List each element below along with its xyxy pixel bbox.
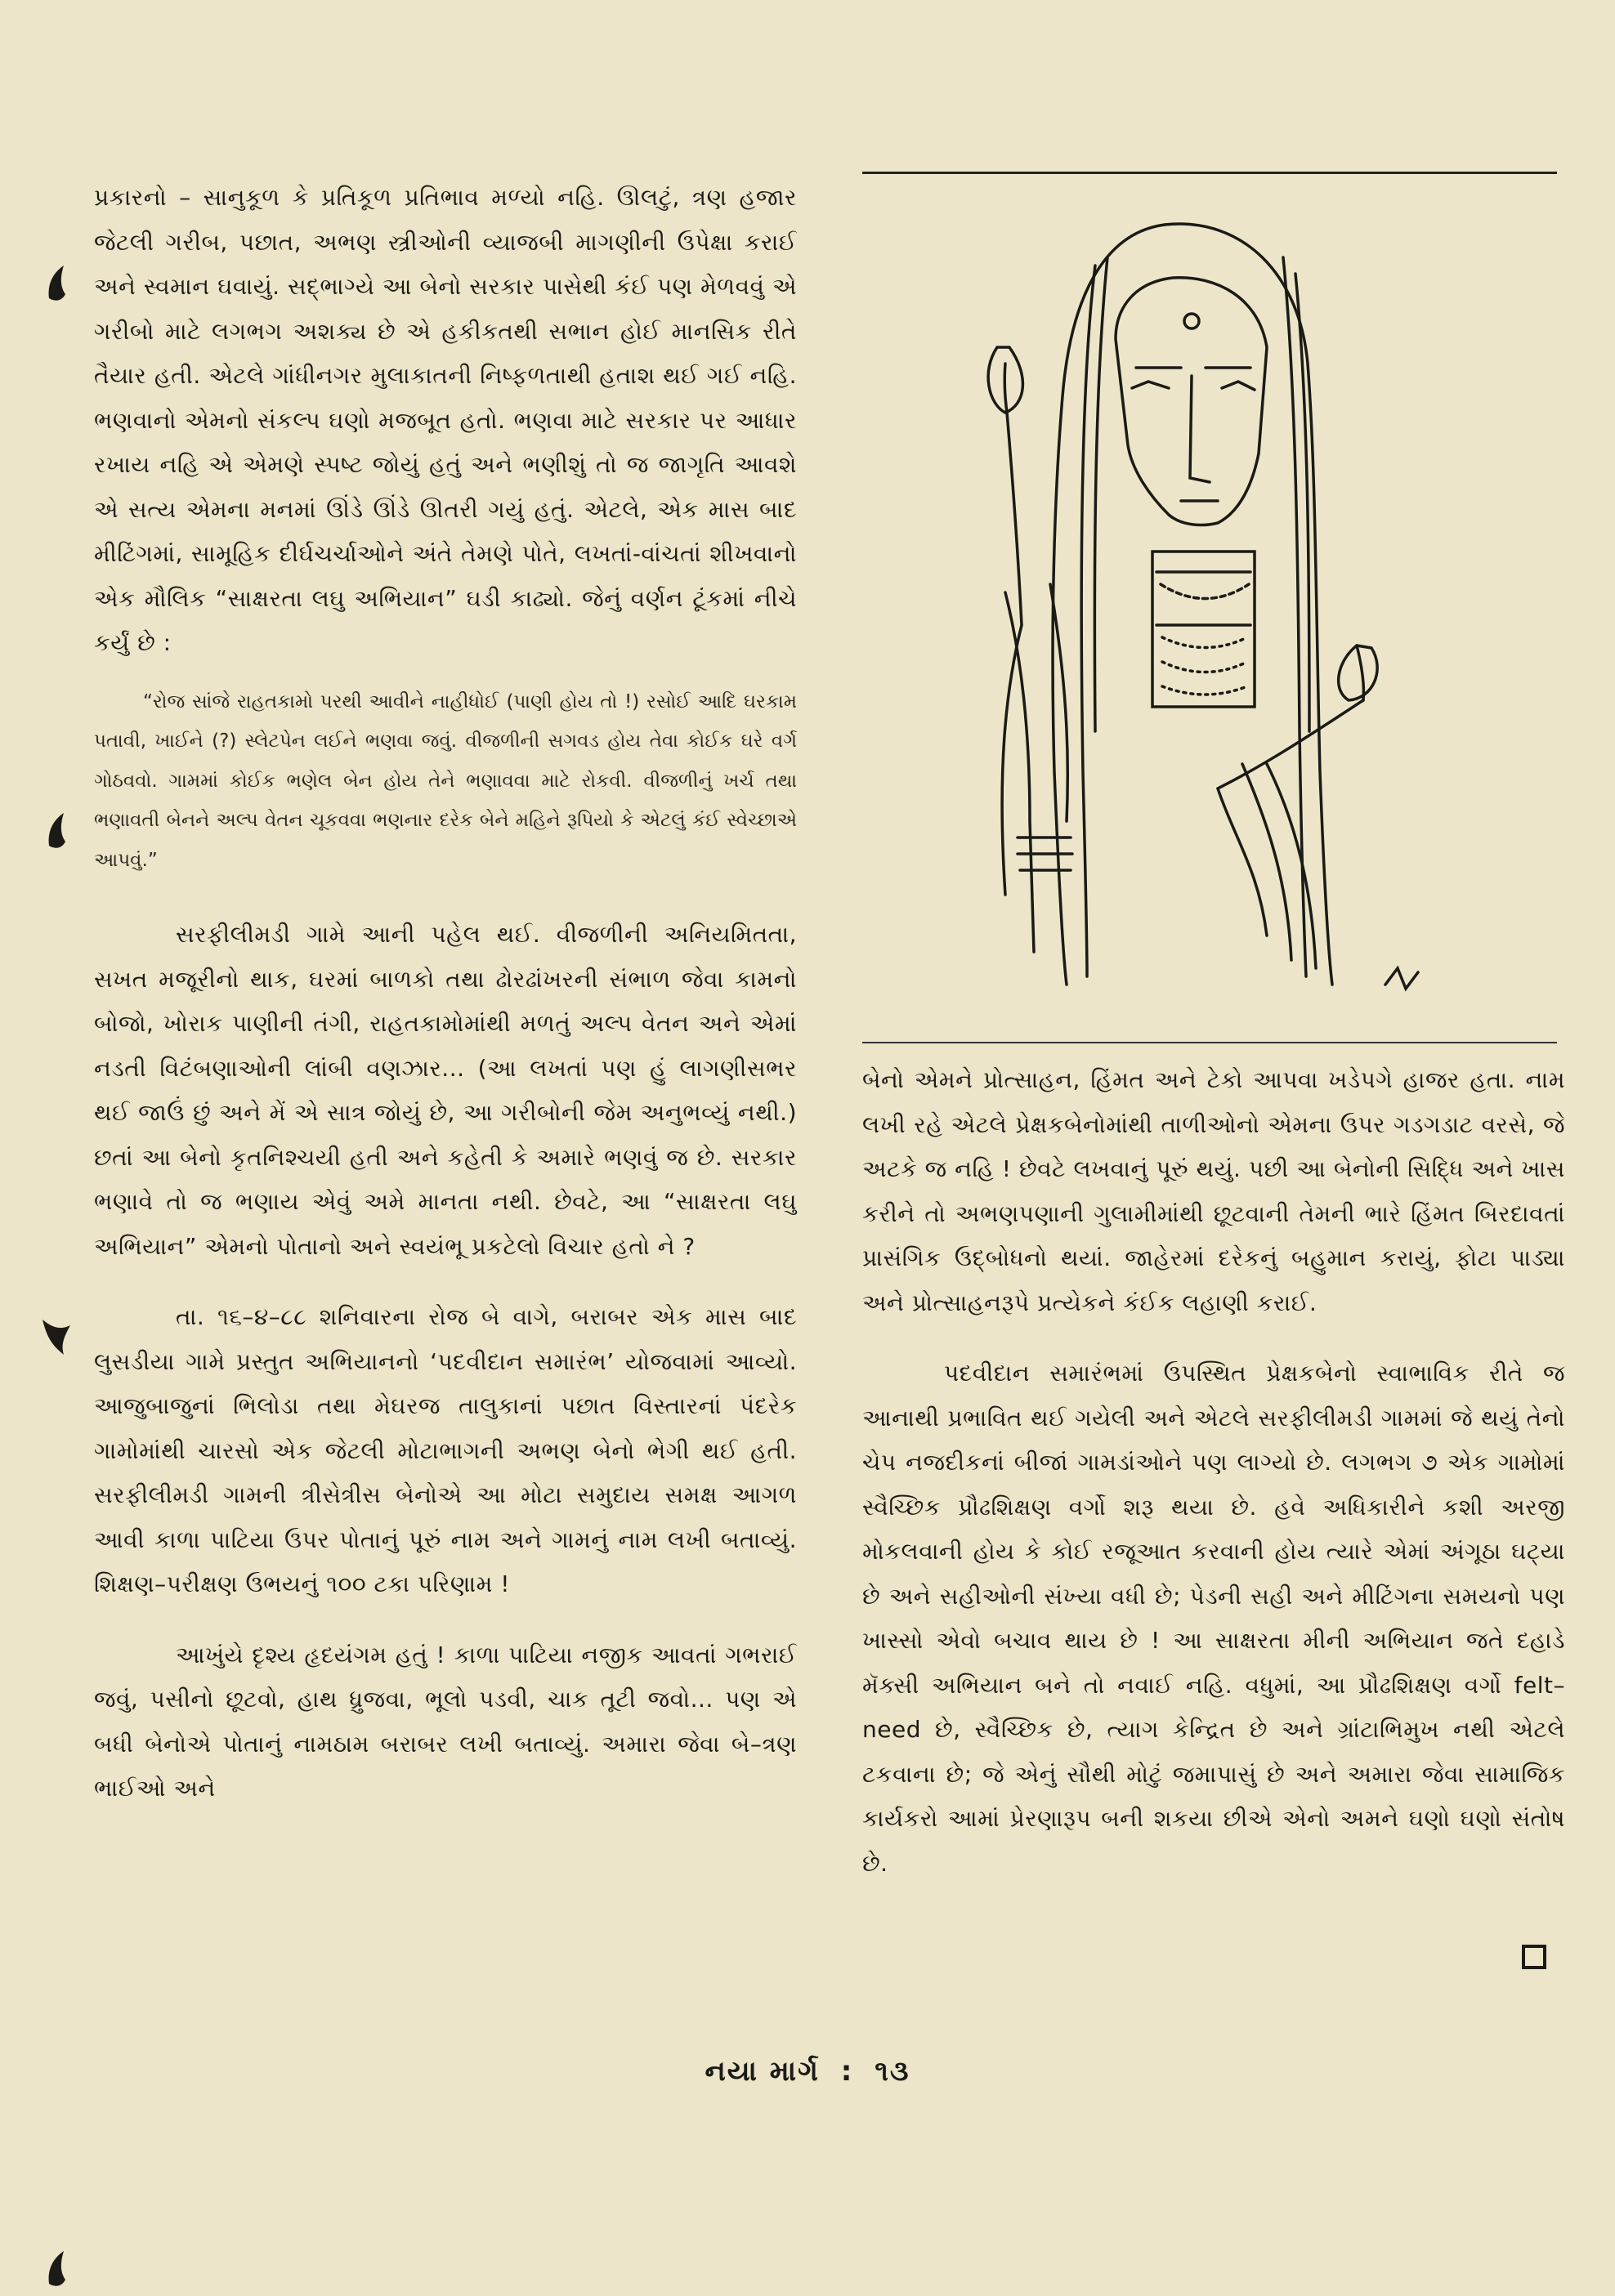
punch-hole-icon [39, 809, 77, 858]
magazine-title: નયા માર્ગ [705, 2055, 820, 2088]
page-number: ૧૩ [875, 2055, 910, 2088]
paragraph-2: સરફીલીમડી ગામે આની પહેલ થઈ. વીજળીની અનિયમિતતા, સખત મજૂરીનો થાક, ઘરમાં બાળકો તથા ઢોરઢાંખરની સંભાળ જેવા કામનો બોજો, ખોરાક પાણીની તંગી, રાહતકામોમાંથી મળતું અલ્પ વેતન અને એમાં નડતી વિટંબણાઓની લાંબી વણઝાર... (આ લખતાં પણ હું લાગણીસભર થઈ જાઉં છું અને મેં એ સાત્ર જોયું છે, આ ગરીબોની જેમ અનુભવ્યું નથી.) છતાં આ બેનો કૃતનિશ્ચયી હતી અને કહેતી કે અમારે ભણવું જ છે. સરકાર ભણાવે તો જ ભણાય એવું અમે માનતા નથી. છેવટે, આ “સાક્ષરતા લઘુ અભિયાન” એમનો પોતાનો અને સ્વયંભૂ પ્રકટેલો વિચાર હતો ને ? [94, 921, 797, 1260]
paragraph-4: આખુંયે દૃશ્ય હૃદયંગમ હતું ! કાળા પાટિયા નજીક આવતાં ગભરાઈ જવું, પસીનો છૂટવો, હાથ ધ્રુજવા, ભૂલો પડવી, ચાક તૂટી જવો... પણ એ બધી બેનોએ પોતાનું નામઠામ બરાબર લખી બતાવ્યું. અમારા જેવા બે–ત્રણ ભાઈઓ અને [94, 1641, 797, 1802]
punch-hole-icon [36, 1307, 74, 1356]
caption-rule [862, 1042, 1557, 1043]
punch-hole-icon [39, 2247, 77, 2296]
paragraph-3: તા. ૧૬–૪–૮૮ શનિવારના રોજ બે વાગે, બરાબર એક માસ બાદ લુસડીયા ગામે પ્રસ્તુત અભિયાનનો ‘પદવીદાન સમારંભ’ યોજવામાં આવ્યો. આજુબાજુનાં ભિલોડા તથા મેઘરજ તાલુકાનાં પછાત વિસ્તારનાં પંદરેક ગામોમાંથી ચારસો એક જેટલી મોટાભાગની અભણ બેનો ભેગી થઈ હતી. સરફીલીમડી ગામની ત્રીસેત્રીસ બેનોએ આ મોટા સમુદાય સમક્ષ આગળ આવી કાળા પાટિયા ઉપર પોતાનું પૂરું નામ અને ગામનું નામ લખી બતાવ્યું. શિક્ષણ–પરીક્ષણ ઉભયનું ૧૦૦ ટકા પરિણામ ! [94, 1303, 797, 1597]
paragraph-5: બેનો એમને પ્રોત્સાહન, હિંમત અને ટેકો આપવા ખડેપગે હાજર હતા. નામ લખી રહે એટલે પ્રેક્ષકબેનોમાંથી તાળીઓનો એમના ઉપર ગડગડાટ વરસે, જે અટકે જ નહિ ! છેવટે લખવાનું પૂરું થયું. પછી આ બેનોની સિદ્ધિ અને ખાસ કરીને તો અભણપણાની ગુલામીમાંથી છૂટવાની તેમની ભારે હિંમત બિરદાવતાં પ્રાસંગિક ઉદ્બોધનો થયાં. જાહેરમાં દરેકનું બહુમાન કરાયું, ફોટા પાડ્યા અને પ્રોત્સાહનરૂપે પ્રત્યેકને કંઈક લહાણી કરાઈ. [862, 1066, 1565, 1316]
paragraph-6: પદવીદાન સમારંભમાં ઉપસ્થિત પ્રેક્ષકબેનો સ્વાભાવિક રીતે જ આનાથી પ્રભાવિત થઈ ગયેલી અને એટલે સરફીલીમડી ગામમાં જે થયું તેનો ચેપ નજદીકનાં બીજાં ગામડાંઓને પણ લાગ્યો છે. લગભગ ૭ એક ગામોમાં સ્વૈચ્છિક પ્રૌઢશિક્ષણ વર્ગો શરૂ થયા છે. હવે અધિકારીને કશી અરજી મોકલવાની હોય કે કોઈ રજૂઆત કરવાની હોય ત્યારે એમાં અંગૂઠા ઘટ્યા છે અને સહીઓની સંખ્યા વધી છે; પેડની સહી અને મીટિંગના સમયનો પણ ખાસ્સો એવો બચાવ થાય છે ! આ સાક્ષરતા મીની અભિયાન જતે દહાડે મૅક્સી અભિયાન બને તો નવાઈ નહિ. વધુમાં, આ પ્રૌઢશિક્ષણ વર્ગો felt–need છે, સ્વૈચ્છિક છે, ત્યાગ કેન્દ્રિત છે અને ગ્રાંટાભિમુખ નથી એટલે ટકવાના છે; જે એનું સૌથી મોટું જમાપાસું છે અને અમારા જેવા સામાજિક કાર્યકરો આમાં પ્રેરણારૂપ બની શકયા છીએ એનો અમને ઘણો ઘણો સંતોષ છે. [862, 1360, 1565, 1877]
page-footer [0, 2055, 1615, 2088]
left-column [94, 176, 797, 1811]
woman-with-lotus-illustration-icon [973, 200, 1455, 1009]
punch-hole-icon [39, 261, 77, 310]
footer-separator: : [840, 2055, 854, 2088]
paragraph-1: પ્રકારનો – સાનુકૂળ કે પ્રતિકૂળ પ્રતિભાવ મળ્યો નહિ. ઊલટું, ત્રણ હજાર જેટલી ગરીબ, પછાત, અભણ સ્ત્રીઓની વ્યાજબી માગણીની ઉપેક્ષા કરાઈ અને સ્વમાન ઘવાયું. સદ્ભાગ્યે આ બેનો સરકાર પાસેથી કંઈ પણ મેળવવું એ ગરીબો માટે લગભગ અશક્ય છે એ હકીકતથી સભાન હોઈ માનસિક રીતે તૈયાર હતી. એટલે ગાંધીનગર મુલાકાતની નિષ્ફળતાથી હતાશ થઈ ગઈ નહિ. ભણવાનો એમનો સંકલ્પ ઘણો મજબૂત હતો. ભણવા માટે સરકાર પર આધાર રખાય નહિ એ એમણે સ્પષ્ટ જોયું હતું અને ભણીશું તો જ જાગૃતિ આવશે એ સત્ય એમના મનમાં ઊંડે ઊંડે ઊતરી ગયું હતું. એટલે, એક માસ બાદ મીટિંગમાં, સામૂહિક દીર્ઘચર્ચાઓને અંતે તેમણે પોતે, લખતાં-વાંચતાં શીખવાનો એક મૌલિક “સાક્ષરતા લઘુ અભિયાન” ઘડી કાઢ્યો. જેનું વર્ણન ટૂંકમાં નીચે કર્યું છે : [94, 184, 797, 656]
top-rule [862, 172, 1557, 174]
quote-block: “રોજ સાંજે રાહતકામો પરથી આવીને નાહીધોઈ (પાણી હોય તો !) રસોઈ આદિ ઘરકામ પતાવી, ખાઈને (?) સ્લેટપેન લઈને ભણવા જવું. વીજળીની સગવડ હોય તેવા કોઈક ઘરે વર્ગ ગોઠવવો. ગામમાં કોઈક ભણેલ બેન હોય તેને ભણાવવા માટે રોકવી. વીજળીનું ખર્ચ તથા ભણાવતી બેનને અલ્પ વેતન ચૂકવવા ભણનાર દરેક બેને મહિને રૂપિયો કે એટલું કંઈ સ્વેચ્છાએ આપવું.” [94, 690, 797, 871]
right-column [862, 1058, 1565, 1886]
end-mark-icon [1522, 1945, 1546, 1969]
